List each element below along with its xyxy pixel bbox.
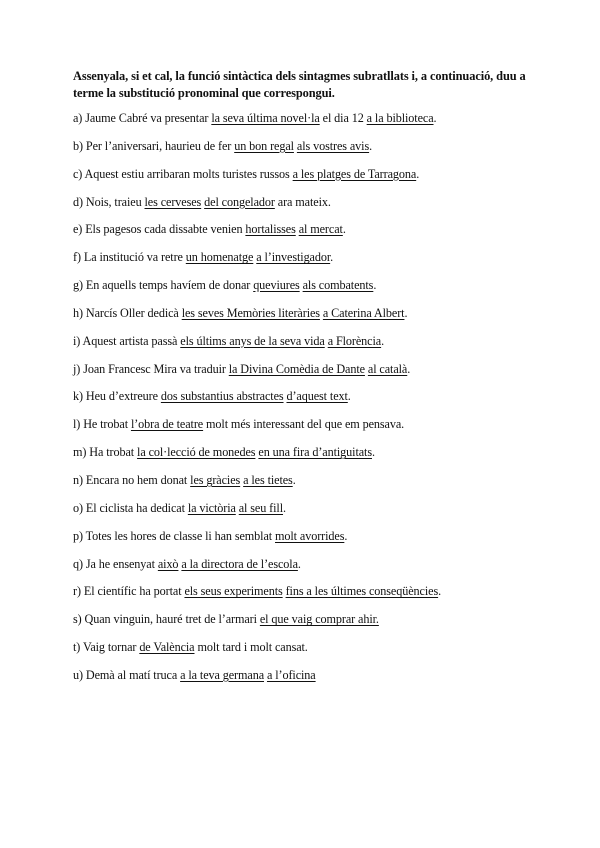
underlined-phrase: això [157,556,179,571]
underlined-phrase: al mercat [298,222,343,237]
sentence-text: el dia 12 [319,111,367,125]
sentence-text: . [373,278,377,293]
exercise-item [73,110,543,138]
underlined-phrase: els seus experiments [184,584,283,599]
underlined-phrase: a la biblioteca [366,111,434,125]
sentence-text: . [404,305,408,320]
underlined-phrase: la victòria [187,500,236,515]
exercise-item [73,500,543,528]
sentence-text: . [438,584,442,599]
underlined-phrase: l’obra de teatre [130,417,204,432]
exercise-item [73,556,543,584]
sentence-text: . [330,250,334,265]
underlined-phrase: a l’investigador [256,250,331,265]
underlined-phrase: els últims anys de la seva vida [180,333,325,348]
sentence-text: c) Aquest estiu arribaran molts turistes russos [73,166,293,181]
sentence-text: . [292,472,296,487]
sentence-text: p) Totes les hores de classe li han semblat [73,528,275,543]
sentence-text: q) Ja he ensenyat [73,556,158,571]
underlined-phrase: al català [367,361,408,376]
sentence-text: n) Encara no hem donat [73,472,191,487]
exercise-item [73,221,543,249]
sentence-text: s) Quan vinguin, hauré tret de l’armari [73,612,260,627]
sentence-text: . [347,389,351,404]
sentence-text: . [344,528,348,543]
exercise-item [73,416,543,444]
sentence-text: i) Aquest artista passà [73,333,181,348]
underlined-phrase: del congelador [204,194,275,209]
underlined-phrase: hortalisses [245,222,296,237]
underlined-phrase: al seu fill [238,500,284,515]
underlined-phrase: als vostres avis [296,138,370,153]
underlined-phrase: queviures [253,278,300,293]
sentence-text: t) Vaig tornar [73,640,140,655]
underlined-phrase: als combatents [302,278,374,293]
sentence-text: e) Els pagesos cada dissabte venien [73,222,246,237]
underlined-phrase: a Caterina Albert [322,305,405,320]
sentence-text: b) Per l’aniversari, haurieu de fer [73,138,235,153]
sentence-text: h) Narcís Oller dedicà [73,305,182,320]
underlined-phrase: a les platges de Tarragona [292,166,417,181]
sentence-text: molt tard i molt cansat. [194,640,308,655]
underlined-phrase: les cerveses [144,194,202,209]
exercise-item [73,277,543,305]
sentence-text: . [371,445,375,460]
exercise-item [73,305,543,333]
sentence-text: j) Joan Francesc Mira va traduir [73,361,229,376]
exercise-item [73,667,543,695]
exercise-item [73,138,543,166]
underlined-phrase: la seva última novel·la [211,111,320,125]
underlined-phrase: molt avorrides [275,528,345,543]
exercise-item [73,388,543,416]
sentence-text: . [416,166,420,181]
underlined-phrase: a la teva germana [180,667,265,682]
underlined-phrase: a les tietes [243,472,293,487]
sentence-text: ara mateix. [274,194,331,209]
sentence-text: u) Demà al matí truca [73,667,181,682]
sentence-text: . [297,556,301,571]
underlined-phrase: en una fira d’antiguitats [258,445,372,460]
underlined-phrase: de València [139,640,195,655]
exercise-item [73,444,543,472]
sentence-text: k) Heu d’extreure [73,389,161,404]
sentence-text: . [369,138,373,153]
underlined-phrase: les seves Memòries literàries [181,305,320,320]
sentence-text: g) En aquells temps havíem de donar [73,278,254,293]
underlined-phrase: el que vaig comprar ahir. [259,612,379,627]
underlined-phrase: la Divina Comèdia de Dante [228,361,365,376]
underlined-phrase: dos substantius abstractes [160,389,284,404]
underlined-phrase: a la directora de l’escola [181,556,298,571]
sentence-text: molt més interessant del que em pensava. [203,417,405,432]
exercise-list [73,110,543,695]
sentence-text: . [283,500,286,515]
sentence-text: . [381,333,385,348]
exercise-item [73,361,543,389]
exercise-item [73,333,543,361]
sentence-text: a) Jaume Cabré va presentar [73,111,212,125]
underlined-phrase: un bon regal [234,138,294,153]
sentence-text: f) La institució va retre [73,250,186,265]
exercise-item [73,472,543,500]
sentence-text: d) Nois, traieu [73,194,145,209]
underlined-phrase: les gràcies [190,472,241,487]
underlined-phrase: a l’oficina [266,667,316,682]
sentence-text: . [407,361,411,376]
exercise-item [73,166,543,194]
sentence-text: . [342,222,346,237]
exercise-item [73,611,543,639]
exercise-item [73,528,543,556]
exercise-item [73,249,543,277]
sentence-text: l) He trobat [73,417,131,432]
instructions-heading: Assenyala, si et cal, la funció sintàctica dels sintagmes subratllats i, a continuació, duu a terme la substitució pronominal que correspongui. [73,69,526,100]
sentence-text: . [433,111,437,125]
underlined-phrase: d’aquest text [286,389,348,404]
sentence-text: r) El científic ha portat [73,584,185,599]
underlined-phrase: la col·lecció de monedes [137,445,256,460]
underlined-phrase: un homenatge [185,250,254,265]
exercise-item [73,194,543,222]
underlined-phrase: a Florència [327,333,382,348]
exercise-item [73,583,543,611]
sentence-text: m) Ha trobat [73,445,138,460]
sentence-text: o) El ciclista ha dedicat [73,500,188,515]
exercise-item [73,639,543,667]
underlined-phrase: fins a les últimes conseqüències [285,584,439,599]
